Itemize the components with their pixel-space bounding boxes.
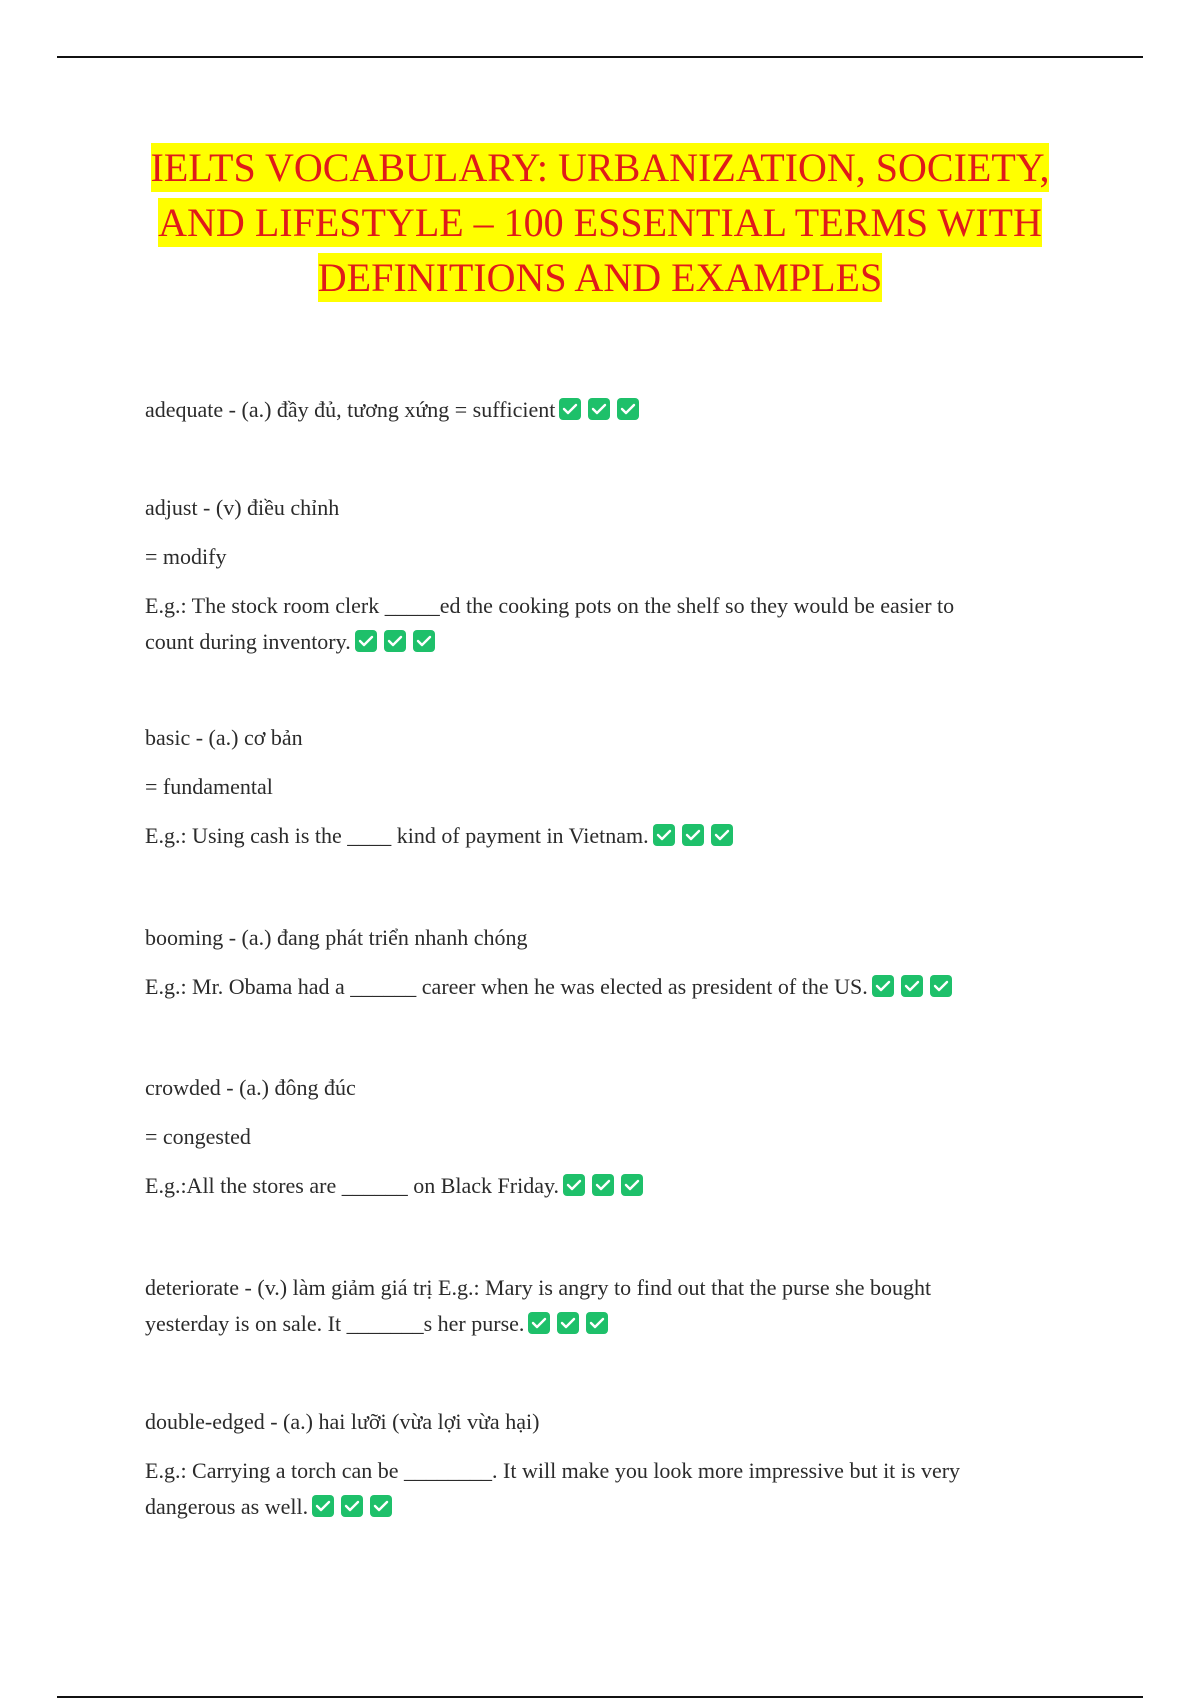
- check-mark-button-icon: [588, 398, 610, 420]
- title-line-3: DEFINITIONS AND EXAMPLES: [317, 255, 883, 300]
- example-text: E.g.: Carrying a torch can be ________. It will make you look more impressive but it is very: [145, 1458, 961, 1483]
- entry-example: [145, 588, 1045, 660]
- check-mark-button-icon: [563, 1174, 585, 1196]
- definition-text: yesterday is on sale. It _______s her purse.: [145, 1311, 525, 1336]
- entry-definition: [145, 1270, 1045, 1342]
- check-mark-button-icon: [370, 1495, 392, 1517]
- definition-text: deteriorate - (v.) làm giảm giá trị E.g.: Mary is angry to find out that the purse she bought: [145, 1275, 932, 1300]
- check-mark-button-icon: [557, 1312, 579, 1334]
- entry-synonym: = congested: [145, 1124, 251, 1149]
- example-text: E.g.: Using cash is the ____ kind of payment in Vietnam.: [145, 823, 649, 848]
- check-mark-button-icon: [653, 824, 675, 846]
- entry-synonym: = modify: [145, 544, 227, 569]
- check-mark-button-icon: [901, 975, 923, 997]
- entry-example: [145, 1453, 1045, 1525]
- check-mark-button-icon: [682, 824, 704, 846]
- vocab-entry-adequate: [145, 392, 1045, 428]
- vocab-entry-crowded: [145, 1070, 1045, 1204]
- page-title: [130, 140, 1070, 305]
- entry-synonym: = fundamental: [145, 774, 273, 799]
- title-line-2: AND LIFESTYLE – 100 ESSENTIAL TERMS WITH: [158, 200, 1042, 245]
- example-text: count during inventory.: [145, 629, 351, 654]
- vocab-entry-adjust: [145, 490, 1045, 660]
- check-mark-button-icon: [384, 630, 406, 652]
- entry-definition: crowded - (a.) đông đúc: [145, 1075, 356, 1100]
- bottom-rule: [57, 1696, 1143, 1698]
- vocab-entry-basic: [145, 720, 1045, 854]
- check-mark-button-icon: [621, 1174, 643, 1196]
- check-mark-button-icon: [711, 824, 733, 846]
- entry-definition: adequate - (a.) đầy đủ, tương xứng = sufficient: [145, 397, 556, 422]
- vocab-entry-double-edged: [145, 1404, 1045, 1525]
- entry-definition: basic - (a.) cơ bản: [145, 725, 303, 750]
- title-line-1: IELTS VOCABULARY: URBANIZATION, SOCIETY,: [150, 145, 1050, 190]
- check-mark-button-icon: [930, 975, 952, 997]
- example-text: E.g.: The stock room clerk _____ed the cooking pots on the shelf so they would be easier to: [145, 593, 955, 618]
- vocab-entry-booming: [145, 920, 1045, 1005]
- entry-definition: booming - (a.) đang phát triển nhanh chóng: [145, 925, 528, 950]
- check-mark-button-icon: [312, 1495, 334, 1517]
- vocab-entry-deteriorate: [145, 1270, 1045, 1342]
- check-mark-button-icon: [617, 398, 639, 420]
- check-mark-button-icon: [872, 975, 894, 997]
- check-mark-button-icon: [355, 630, 377, 652]
- entry-example: [145, 818, 1045, 854]
- example-text: dangerous as well.: [145, 1494, 309, 1519]
- check-mark-button-icon: [528, 1312, 550, 1334]
- entry-example: [145, 969, 1045, 1005]
- entry-line: [145, 392, 1045, 428]
- example-text: E.g.: Mr. Obama had a ______ career when he was elected as president of the US.: [145, 974, 868, 999]
- check-mark-button-icon: [592, 1174, 614, 1196]
- check-mark-button-icon: [413, 630, 435, 652]
- example-text: E.g.:All the stores are ______ on Black Friday.: [145, 1173, 560, 1198]
- check-mark-button-icon: [559, 398, 581, 420]
- entry-definition: adjust - (v) điều chỉnh: [145, 495, 340, 520]
- entry-example: [145, 1168, 1045, 1204]
- top-rule: [57, 56, 1143, 58]
- check-mark-button-icon: [586, 1312, 608, 1334]
- check-mark-button-icon: [341, 1495, 363, 1517]
- entry-definition: double-edged - (a.) hai lưỡi (vừa lợi vừa hại): [145, 1409, 540, 1434]
